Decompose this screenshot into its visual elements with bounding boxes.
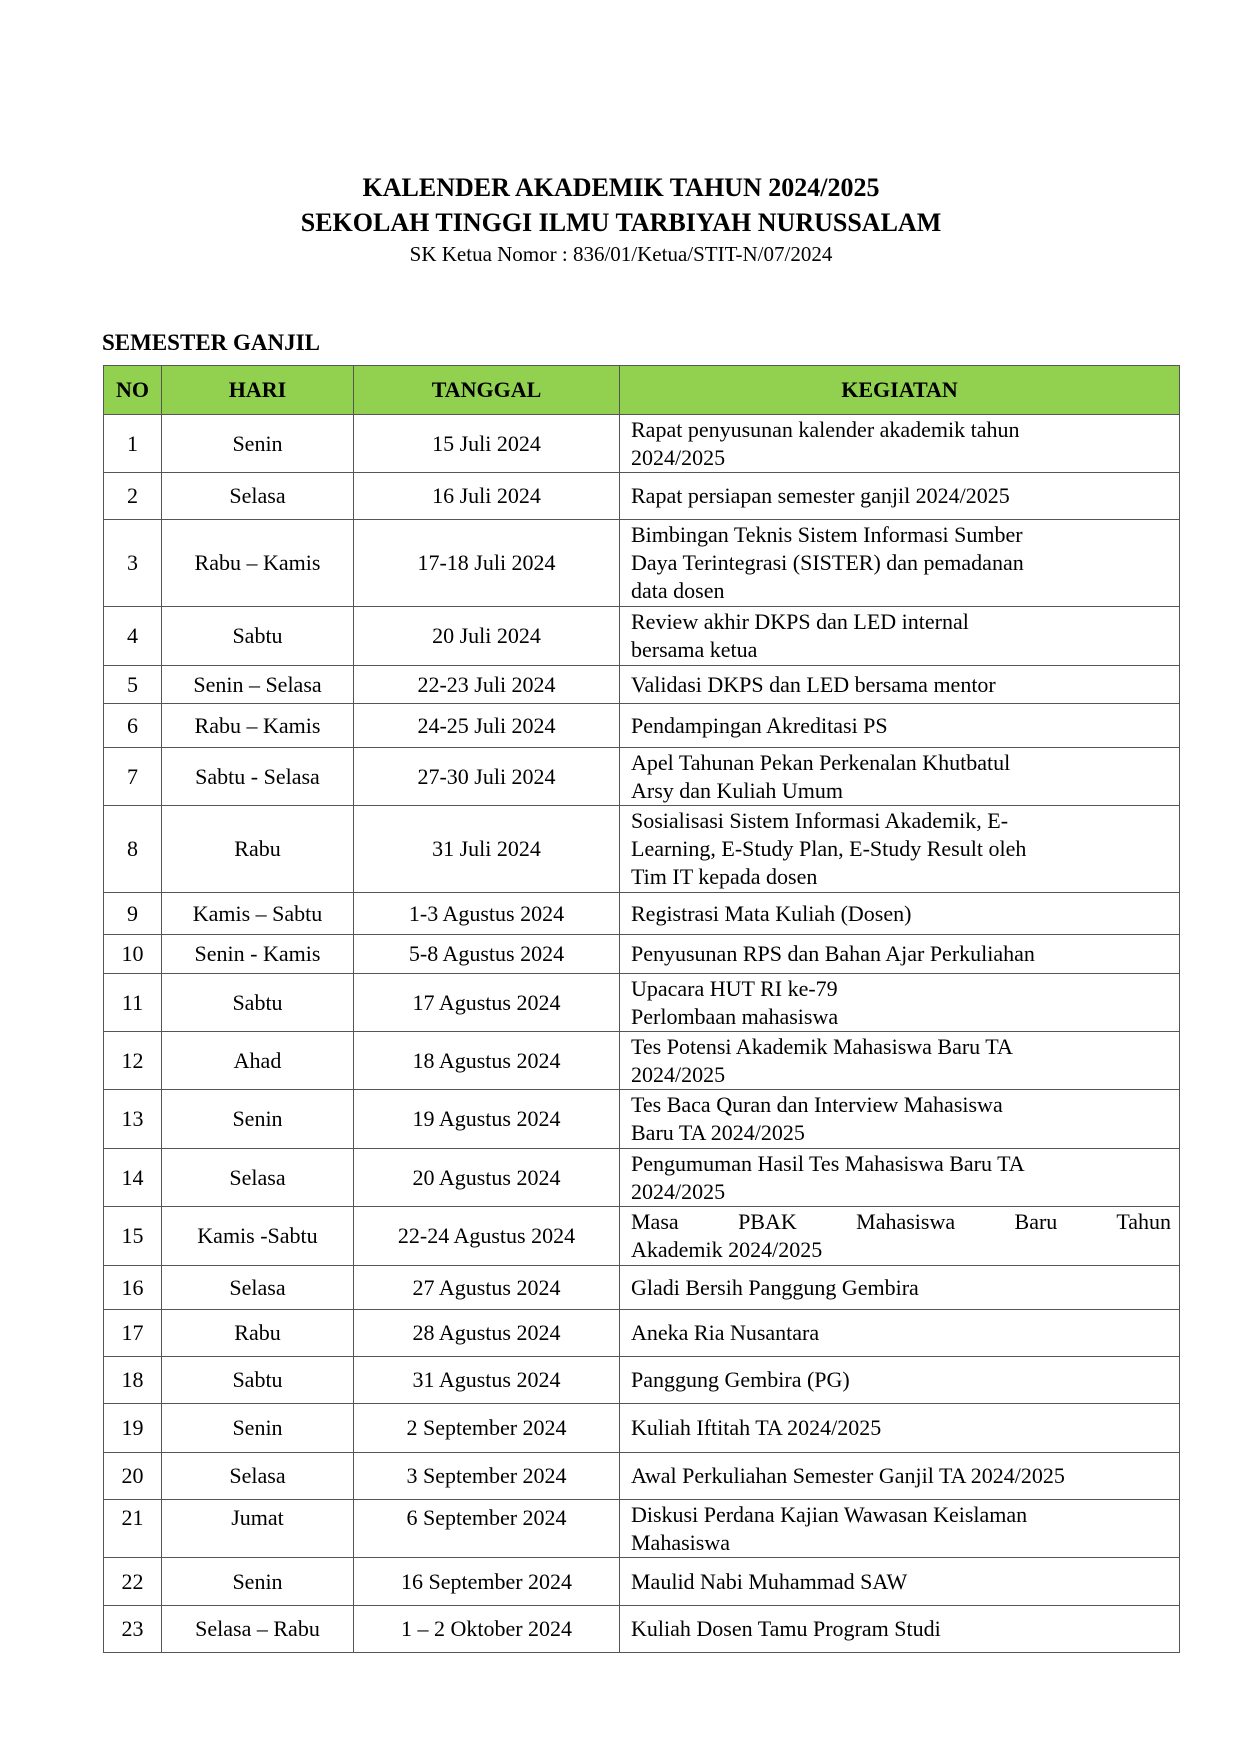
kegiatan-line: Apel Tahunan Pekan Perkenalan Khutbatul [631, 749, 1011, 775]
cell-tanggal: 31 Juli 2024 [354, 806, 620, 893]
cell-hari: Sabtu [162, 1357, 354, 1404]
cell-tanggal: 5-8 Agustus 2024 [354, 935, 620, 974]
kegiatan-line: 2024/2025 [631, 444, 726, 470]
cell-kegiatan [620, 893, 1180, 935]
cell-hari: Selasa [162, 473, 354, 520]
table-row [104, 935, 1180, 974]
cell-hari: Senin [162, 1558, 354, 1606]
cell-tanggal: 6 September 2024 [354, 1500, 620, 1558]
cell-kegiatan [620, 1090, 1180, 1149]
cell-kegiatan [620, 1606, 1180, 1653]
kegiatan-line: Registrasi Mata Kuliah (Dosen) [631, 900, 912, 926]
cell-hari: Rabu – Kamis [162, 704, 354, 748]
table-row [104, 1453, 1180, 1500]
kegiatan-line: Rapat penyusunan kalender akademik tahun [631, 416, 1020, 442]
kegiatan-line: Pengumuman Hasil Tes Mahasiswa Baru TA [631, 1150, 1025, 1176]
kegiatan-line: Upacara HUT RI ke-79 [631, 975, 838, 1001]
cell-no: 1 [104, 415, 162, 473]
cell-kegiatan [620, 935, 1180, 974]
cell-no: 5 [104, 666, 162, 704]
cell-hari: Rabu [162, 806, 354, 893]
cell-no: 12 [104, 1032, 162, 1090]
cell-hari: Kamis – Sabtu [162, 893, 354, 935]
cell-no: 4 [104, 607, 162, 666]
cell-no: 7 [104, 748, 162, 806]
kegiatan-line: Aneka Ria Nusantara [631, 1320, 820, 1345]
table-row [104, 1149, 1180, 1207]
cell-hari: Kamis -Sabtu [162, 1207, 354, 1266]
cell-kegiatan [620, 415, 1180, 473]
cell-tanggal: 27-30 Juli 2024 [354, 748, 620, 806]
table-row [104, 1090, 1180, 1149]
kegiatan-line: Masa PBAK Mahasiswa Baru Tahun [631, 1209, 1171, 1234]
kegiatan-line: Baru TA 2024/2025 [631, 1120, 805, 1145]
decree-number: SK Ketua Nomor : 836/01/Ketua/STIT-N/07/2024 [409, 242, 833, 266]
kegiatan-line: bersama ketua [631, 637, 758, 662]
kegiatan-line: Tes Potensi Akademik Mahasiswa Baru TA [631, 1033, 1013, 1059]
institution-name: SEKOLAH TINGGI ILMU TARBIYAH NURUSSALAM [300, 208, 942, 237]
cell-hari: Rabu – Kamis [162, 520, 354, 607]
cell-kegiatan [620, 704, 1180, 748]
document-title: KALENDER AKADEMIK TAHUN 2024/2025 [362, 173, 880, 202]
kegiatan-line: data dosen [631, 578, 725, 603]
kegiatan-line: Awal Perkuliahan Semester Ganjil TA 2024/2025 [631, 1463, 1065, 1488]
kegiatan-line: Mahasiswa [631, 1529, 730, 1555]
cell-hari: Senin [162, 1090, 354, 1149]
cell-hari: Senin [162, 1404, 354, 1453]
cell-kegiatan [620, 1149, 1180, 1207]
cell-no: 15 [104, 1207, 162, 1266]
cell-tanggal: 28 Agustus 2024 [354, 1310, 620, 1357]
cell-hari: Selasa [162, 1453, 354, 1500]
table-row [104, 1266, 1180, 1310]
cell-hari: Selasa [162, 1149, 354, 1207]
cell-tanggal: 17 Agustus 2024 [354, 974, 620, 1032]
table-body [104, 415, 1180, 1653]
table-row [104, 1357, 1180, 1404]
kegiatan-line: Kuliah Dosen Tamu Program Studi [631, 1616, 941, 1641]
cell-hari: Senin [162, 415, 354, 473]
cell-no: 17 [104, 1310, 162, 1357]
kegiatan-line: Rapat persiapan semester ganjil 2024/2025 [631, 483, 1010, 508]
cell-kegiatan [620, 1266, 1180, 1310]
calendar-table [103, 365, 1180, 1653]
cell-no: 21 [104, 1500, 162, 1558]
kegiatan-line: Pendampingan Akreditasi PS [631, 712, 888, 738]
table-row [104, 1606, 1180, 1653]
cell-kegiatan [620, 1500, 1180, 1558]
cell-no: 3 [104, 520, 162, 607]
cell-no: 19 [104, 1404, 162, 1453]
kegiatan-line: Daya Terintegrasi (SISTER) dan pemadanan [631, 550, 1024, 575]
table-row [104, 704, 1180, 748]
cell-tanggal: 1 – 2 Oktober 2024 [354, 1606, 620, 1653]
cell-tanggal: 16 September 2024 [354, 1558, 620, 1606]
cell-kegiatan [620, 1032, 1180, 1090]
cell-tanggal: 18 Agustus 2024 [354, 1032, 620, 1090]
header-hari: HARI [162, 366, 354, 415]
kegiatan-line: Sosialisasi Sistem Informasi Akademik, E- [631, 808, 1009, 833]
cell-kegiatan [620, 1558, 1180, 1606]
kegiatan-line: Perlombaan mahasiswa [631, 1003, 839, 1029]
cell-hari: Jumat [162, 1500, 354, 1558]
table-row [104, 974, 1180, 1032]
table-row [104, 415, 1180, 473]
cell-tanggal: 19 Agustus 2024 [354, 1090, 620, 1149]
cell-no: 23 [104, 1606, 162, 1653]
kegiatan-line: Review akhir DKPS dan LED internal [631, 609, 969, 634]
kegiatan-line: Penyusunan RPS dan Bahan Ajar Perkuliahan [631, 941, 1035, 966]
cell-hari: Senin – Selasa [162, 666, 354, 704]
table-row [104, 1404, 1180, 1453]
table-row [104, 1207, 1180, 1266]
cell-tanggal: 3 September 2024 [354, 1453, 620, 1500]
cell-no: 16 [104, 1266, 162, 1310]
cell-no: 22 [104, 1558, 162, 1606]
table-row [104, 748, 1180, 806]
cell-hari: Sabtu [162, 607, 354, 666]
cell-tanggal: 27 Agustus 2024 [354, 1266, 620, 1310]
cell-no: 8 [104, 806, 162, 893]
kegiatan-line: Akademik 2024/2025 [631, 1237, 823, 1262]
table-row [104, 1032, 1180, 1090]
kegiatan-line: Arsy dan Kuliah Umum [631, 777, 844, 803]
table-row [104, 607, 1180, 666]
cell-no: 20 [104, 1453, 162, 1500]
cell-hari: Selasa [162, 1266, 354, 1310]
cell-tanggal: 17-18 Juli 2024 [354, 520, 620, 607]
cell-tanggal: 24-25 Juli 2024 [354, 704, 620, 748]
kegiatan-line: Learning, E-Study Plan, E-Study Result oleh [631, 836, 1027, 861]
table-row [104, 893, 1180, 935]
cell-tanggal: 22-23 Juli 2024 [354, 666, 620, 704]
table-row [104, 1558, 1180, 1606]
cell-tanggal: 15 Juli 2024 [354, 415, 620, 473]
kegiatan-line: Maulid Nabi Muhammad SAW [631, 1568, 908, 1594]
cell-no: 2 [104, 473, 162, 520]
cell-hari: Sabtu [162, 974, 354, 1032]
cell-kegiatan [620, 1310, 1180, 1357]
cell-kegiatan [620, 1357, 1180, 1404]
table-row [104, 1310, 1180, 1357]
table-row [104, 666, 1180, 704]
cell-kegiatan [620, 748, 1180, 806]
cell-tanggal: 1-3 Agustus 2024 [354, 893, 620, 935]
cell-tanggal: 16 Juli 2024 [354, 473, 620, 520]
cell-tanggal: 20 Juli 2024 [354, 607, 620, 666]
cell-no: 14 [104, 1149, 162, 1207]
kegiatan-line: Diskusi Perdana Kajian Wawasan Keislaman [631, 1501, 1028, 1527]
cell-kegiatan [620, 1404, 1180, 1453]
cell-no: 10 [104, 935, 162, 974]
cell-hari: Senin - Kamis [162, 935, 354, 974]
cell-no: 11 [104, 974, 162, 1032]
cell-tanggal: 22-24 Agustus 2024 [354, 1207, 620, 1266]
kegiatan-line: Validasi DKPS dan LED bersama mentor [631, 671, 996, 697]
cell-kegiatan [620, 974, 1180, 1032]
cell-hari: Rabu [162, 1310, 354, 1357]
header-no: NO [104, 366, 162, 415]
cell-kegiatan [620, 666, 1180, 704]
kegiatan-line: 2024/2025 [631, 1178, 726, 1204]
cell-no: 13 [104, 1090, 162, 1149]
kegiatan-line: Kuliah Iftitah TA 2024/2025 [631, 1415, 882, 1440]
cell-kegiatan [620, 1207, 1180, 1266]
header-tanggal: TANGGAL [354, 366, 620, 415]
cell-no: 6 [104, 704, 162, 748]
kegiatan-line: 2024/2025 [631, 1061, 726, 1087]
cell-tanggal: 2 September 2024 [354, 1404, 620, 1453]
cell-kegiatan [620, 520, 1180, 607]
kegiatan-line: Panggung Gembira (PG) [631, 1367, 850, 1392]
table-row [104, 1500, 1180, 1558]
table-row [104, 806, 1180, 893]
kegiatan-line: Tim IT kepada dosen [631, 864, 818, 889]
cell-kegiatan [620, 473, 1180, 520]
cell-kegiatan [620, 1453, 1180, 1500]
table-header-row [104, 366, 1180, 415]
cell-kegiatan [620, 806, 1180, 893]
header-kegiatan: KEGIATAN [620, 366, 1180, 415]
cell-hari: Ahad [162, 1032, 354, 1090]
table-row [104, 520, 1180, 607]
kegiatan-line: Tes Baca Quran dan Interview Mahasiswa [631, 1092, 1003, 1117]
kegiatan-line: Bimbingan Teknis Sistem Informasi Sumber [631, 522, 1023, 547]
cell-hari: Selasa – Rabu [162, 1606, 354, 1653]
cell-tanggal: 31 Agustus 2024 [354, 1357, 620, 1404]
kegiatan-line: Gladi Bersih Panggung Gembira [631, 1274, 919, 1300]
cell-kegiatan [620, 607, 1180, 666]
section-heading: SEMESTER GANJIL [102, 330, 320, 355]
table-row [104, 473, 1180, 520]
cell-hari: Sabtu - Selasa [162, 748, 354, 806]
cell-no: 18 [104, 1357, 162, 1404]
cell-tanggal: 20 Agustus 2024 [354, 1149, 620, 1207]
cell-no: 9 [104, 893, 162, 935]
